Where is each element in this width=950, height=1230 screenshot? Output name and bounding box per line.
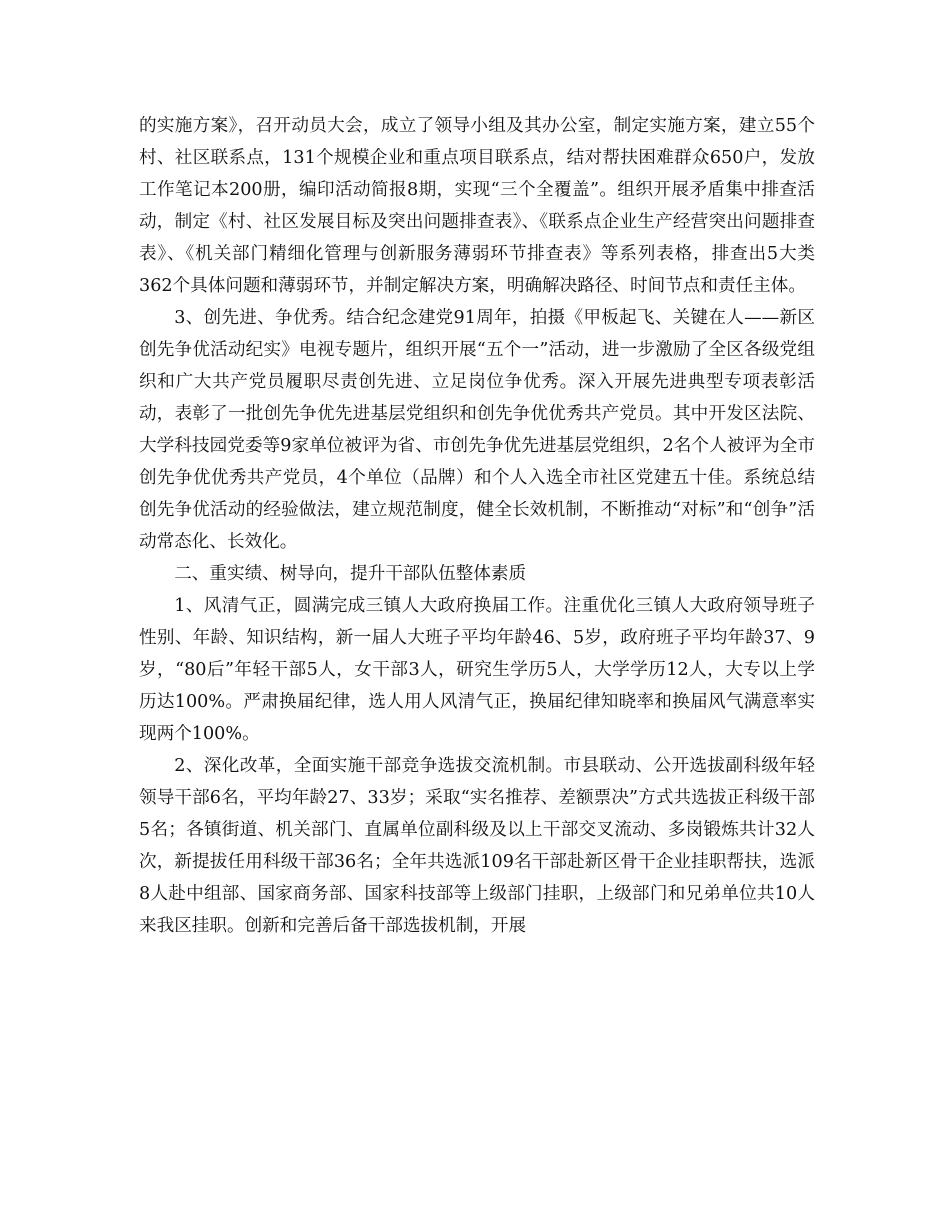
- document-body: [139, 110, 815, 942]
- paragraph-reform-selection: 2、深化改革，全面实施干部竞争选拔交流机制。市县联动、公开选拔副科级年轻领导干部6名，平均年龄27、33岁；采取“实名推荐、差额票决”方式共选拔正科级干部5名；各镇街道、机关部门、直属单位副科级及以上干部交叉流动、多岗锻炼共计32人次，新提拔任用科级干部36名；全年共选派109名干部赴新区骨干企业挂职帮扶，选派8人赴中组部、国家商务部、国家科技部等上级部门挂职，上级部门和兄弟单位共10人来我区挂职。创新和完善后备干部选拔机制，开展: [139, 756, 815, 936]
- section-heading-cadre-quality: 二、重实绩、树导向，提升干部队伍整体素质: [174, 564, 527, 584]
- paragraph-implementation-plan: 的实施方案》，召开动员大会，成立了领导小组及其办公室，制定实施方案，建立55个村、社区联系点，131个规模企业和重点项目联系点，结对帮扶困难群众650户，发放工作笔记本200册，编印活动简报8期，实现“三个全覆盖”。组织开展矛盾集中排查活动，制定《村、社区发展目标及突出问题排查表》、《联系点企业生产经营突出问题排查表》、《机关部门精细化管理与创新服务薄弱环节排查表》等系列表格，排查出5大类362个具体问题和薄弱环节，并制定解决方案，明确解决路径、时间节点和责任主体。: [139, 116, 815, 296]
- paragraph-election-work: 1、风清气正，圆满完成三镇人大政府换届工作。注重优化三镇人大政府领导班子性别、年龄、知识结构，新一届人大班子平均年龄46、5岁，政府班子平均年龄37、9岁，“80后”年轻干部5人，女干部3人，研究生学历5人，大学学历12人，大专以上学历达100%。严肃换届纪律，选人用人风清气正，换届纪律知晓率和换届风气满意率实现两个100%。: [139, 596, 815, 744]
- paragraph-create-excellence: 3、创先进、争优秀。结合纪念建党91周年，拍摄《甲板起飞、关键在人——新区创先争优活动纪实》电视专题片，组织开展“五个一”活动，进一步激励了全区各级党组织和广大共产党员履职尽责创先进、立足岗位争优秀。深入开展先进典型专项表彰活动，表彰了一批创先争优先进基层党组织和创先争优优秀共产党员。其中开发区法院、大学科技园党委等9家单位被评为省、市创先争优先进基层党组织，2名个人被评为全市创先争优优秀共产党员，4个单位（品牌）和个人入选全市社区党建五十佳。系统总结创先争优活动的经验做法，建立规范制度，健全长效机制，不断推动“对标”和“创争”活动常态化、长效化。: [139, 308, 815, 552]
